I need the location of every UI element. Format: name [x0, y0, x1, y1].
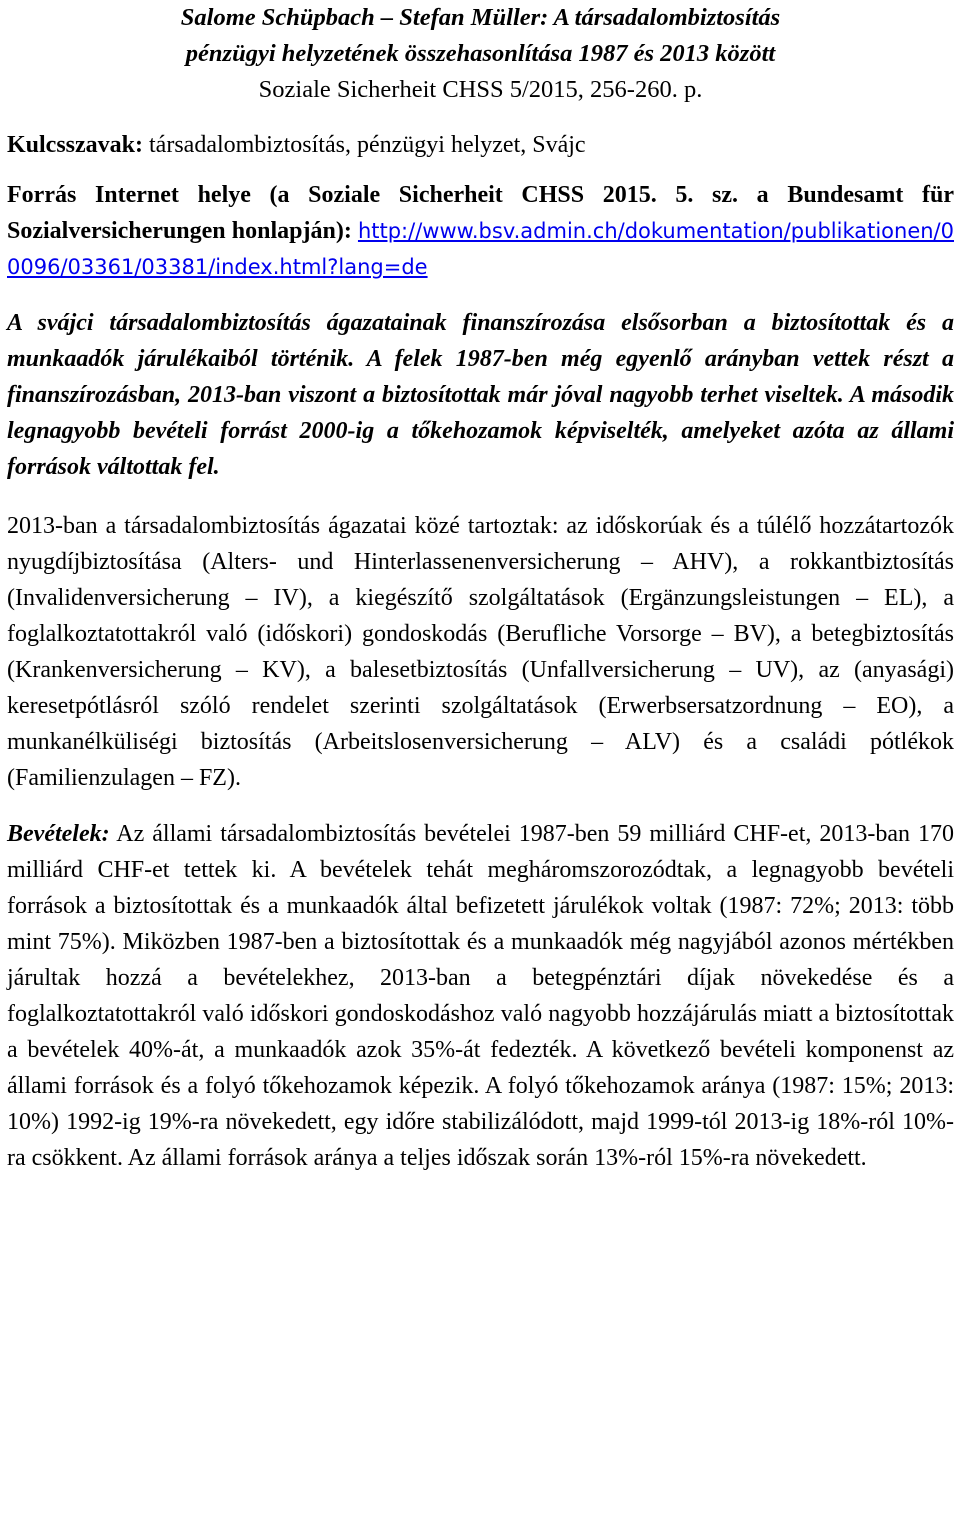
title-line-subject: pénzügyi helyzetének összehasonlítása 1987 és 2013 között: [185, 40, 776, 67]
abstract-paragraph: A svájci társadalombiztosítás ágazatainak finanszírozása elsősorban a biztosítottak és a munkaadók járulékaiból történik. A felek 1987-ben még egyenlő arányban vettek részt a finanszírozásban, 2013-ban viszont a biztosítottak már jóval nagyobb terhet viseltek. A második legnagyobb bevételi forrást 2000-ig a tőkehozamok képviselték, amelyeket azóta az állami források váltottak fel.: [7, 310, 954, 480]
citation-line: Soziale Sicherheit CHSS 5/2015, 256-260. p.: [258, 76, 703, 103]
keywords-paragraph: [7, 127, 954, 163]
revenue-paragraph: [7, 816, 954, 1176]
keywords-text: társadalombiztosítás, pénzügyi helyzet, Svájc: [143, 132, 586, 158]
branches-paragraph: 2013-ban a társadalombiztosítás ágazatai közé tartoztak: az időskorúak és a túlélő hozzátartozók nyugdíjbiztosítása (Alters- und Hinterlassenenversicherung – AHV), a rokkantbiztosítás (Invalidenversicherung – IV), a kiegészítő szolgáltatások (Ergänzungsleistungen – EL), a foglalkoztatottakról való (időskori) gondoskodás (Berufliche Vorsorge – BV), a betegbiztosítás (Krankenversicherung – KV), a balesetbiztosítás (Unfallversicherung – UV), az (anyasági) keresetpótlásról szóló rendelet szerinti szolgáltatások (Erwerbsersatzordnung – EO), a munkanélküliségi biztosítás (Arbeitslosenversicherung – ALV) és a családi pótlékok (Familienzulagen – FZ).: [7, 513, 954, 791]
revenue-text: Az állami társadalombiztosítás bevételei 1987-ben 59 milliárd CHF-et, 2013-ban 170 milliárd CHF-et tettek ki. A bevételek tehát megháromszorozódtak, a legnagyobb bevételi források a biztosítottak és a munkaadók által befizetett járulékok voltak (1987: 72%; 2013: több mint 75%). Miközben 1987-ben a biztosítottak és a munkaadók még nagyjából azonos mértékben járultak hozzá a bevételekhez, 2013-ban a betegpénztári díjak növekedése és a foglalkoztatottakról való időskori gondoskodáshoz való nagyobb hozzájárulás miatt a biztosítottak a bevételek 40%-át, a munkaadók azok 35%-át fedezték. A következő bevételi komponenst az állami források és a folyó tőkehozamok képezik. A folyó tőkehozamok aránya (1987: 15%; 2013: 10%) 1992-ig 19%-ra növekedett, egy időre stabilizálódott, majd 1999-tól 2013-ig 18%-ról 10%-ra csökkent. Az állami források aránya a teljes időszak során 13%-ról 15%-ra növekedett.: [7, 821, 954, 1171]
title-line-authors: Salome Schüpbach – Stefan Müller: A társadalombiztosítás: [180, 4, 781, 31]
keywords-label: Kulcsszavak:: [7, 132, 144, 158]
source-paragraph: [7, 177, 954, 285]
source-link[interactable]: http://www.bsv.admin.ch/dokumentation/publikationen/00096/03361/03381/index.html?lang=de: [7, 219, 954, 279]
source-text: Forrás Internet helye (a Soziale Sicherheit CHSS 2015. 5. sz. a Bundesamt für Sozialversicherungen honlapján):: [7, 182, 954, 244]
document-header: [7, 0, 954, 108]
revenue-label: Bevételek:: [7, 821, 110, 847]
